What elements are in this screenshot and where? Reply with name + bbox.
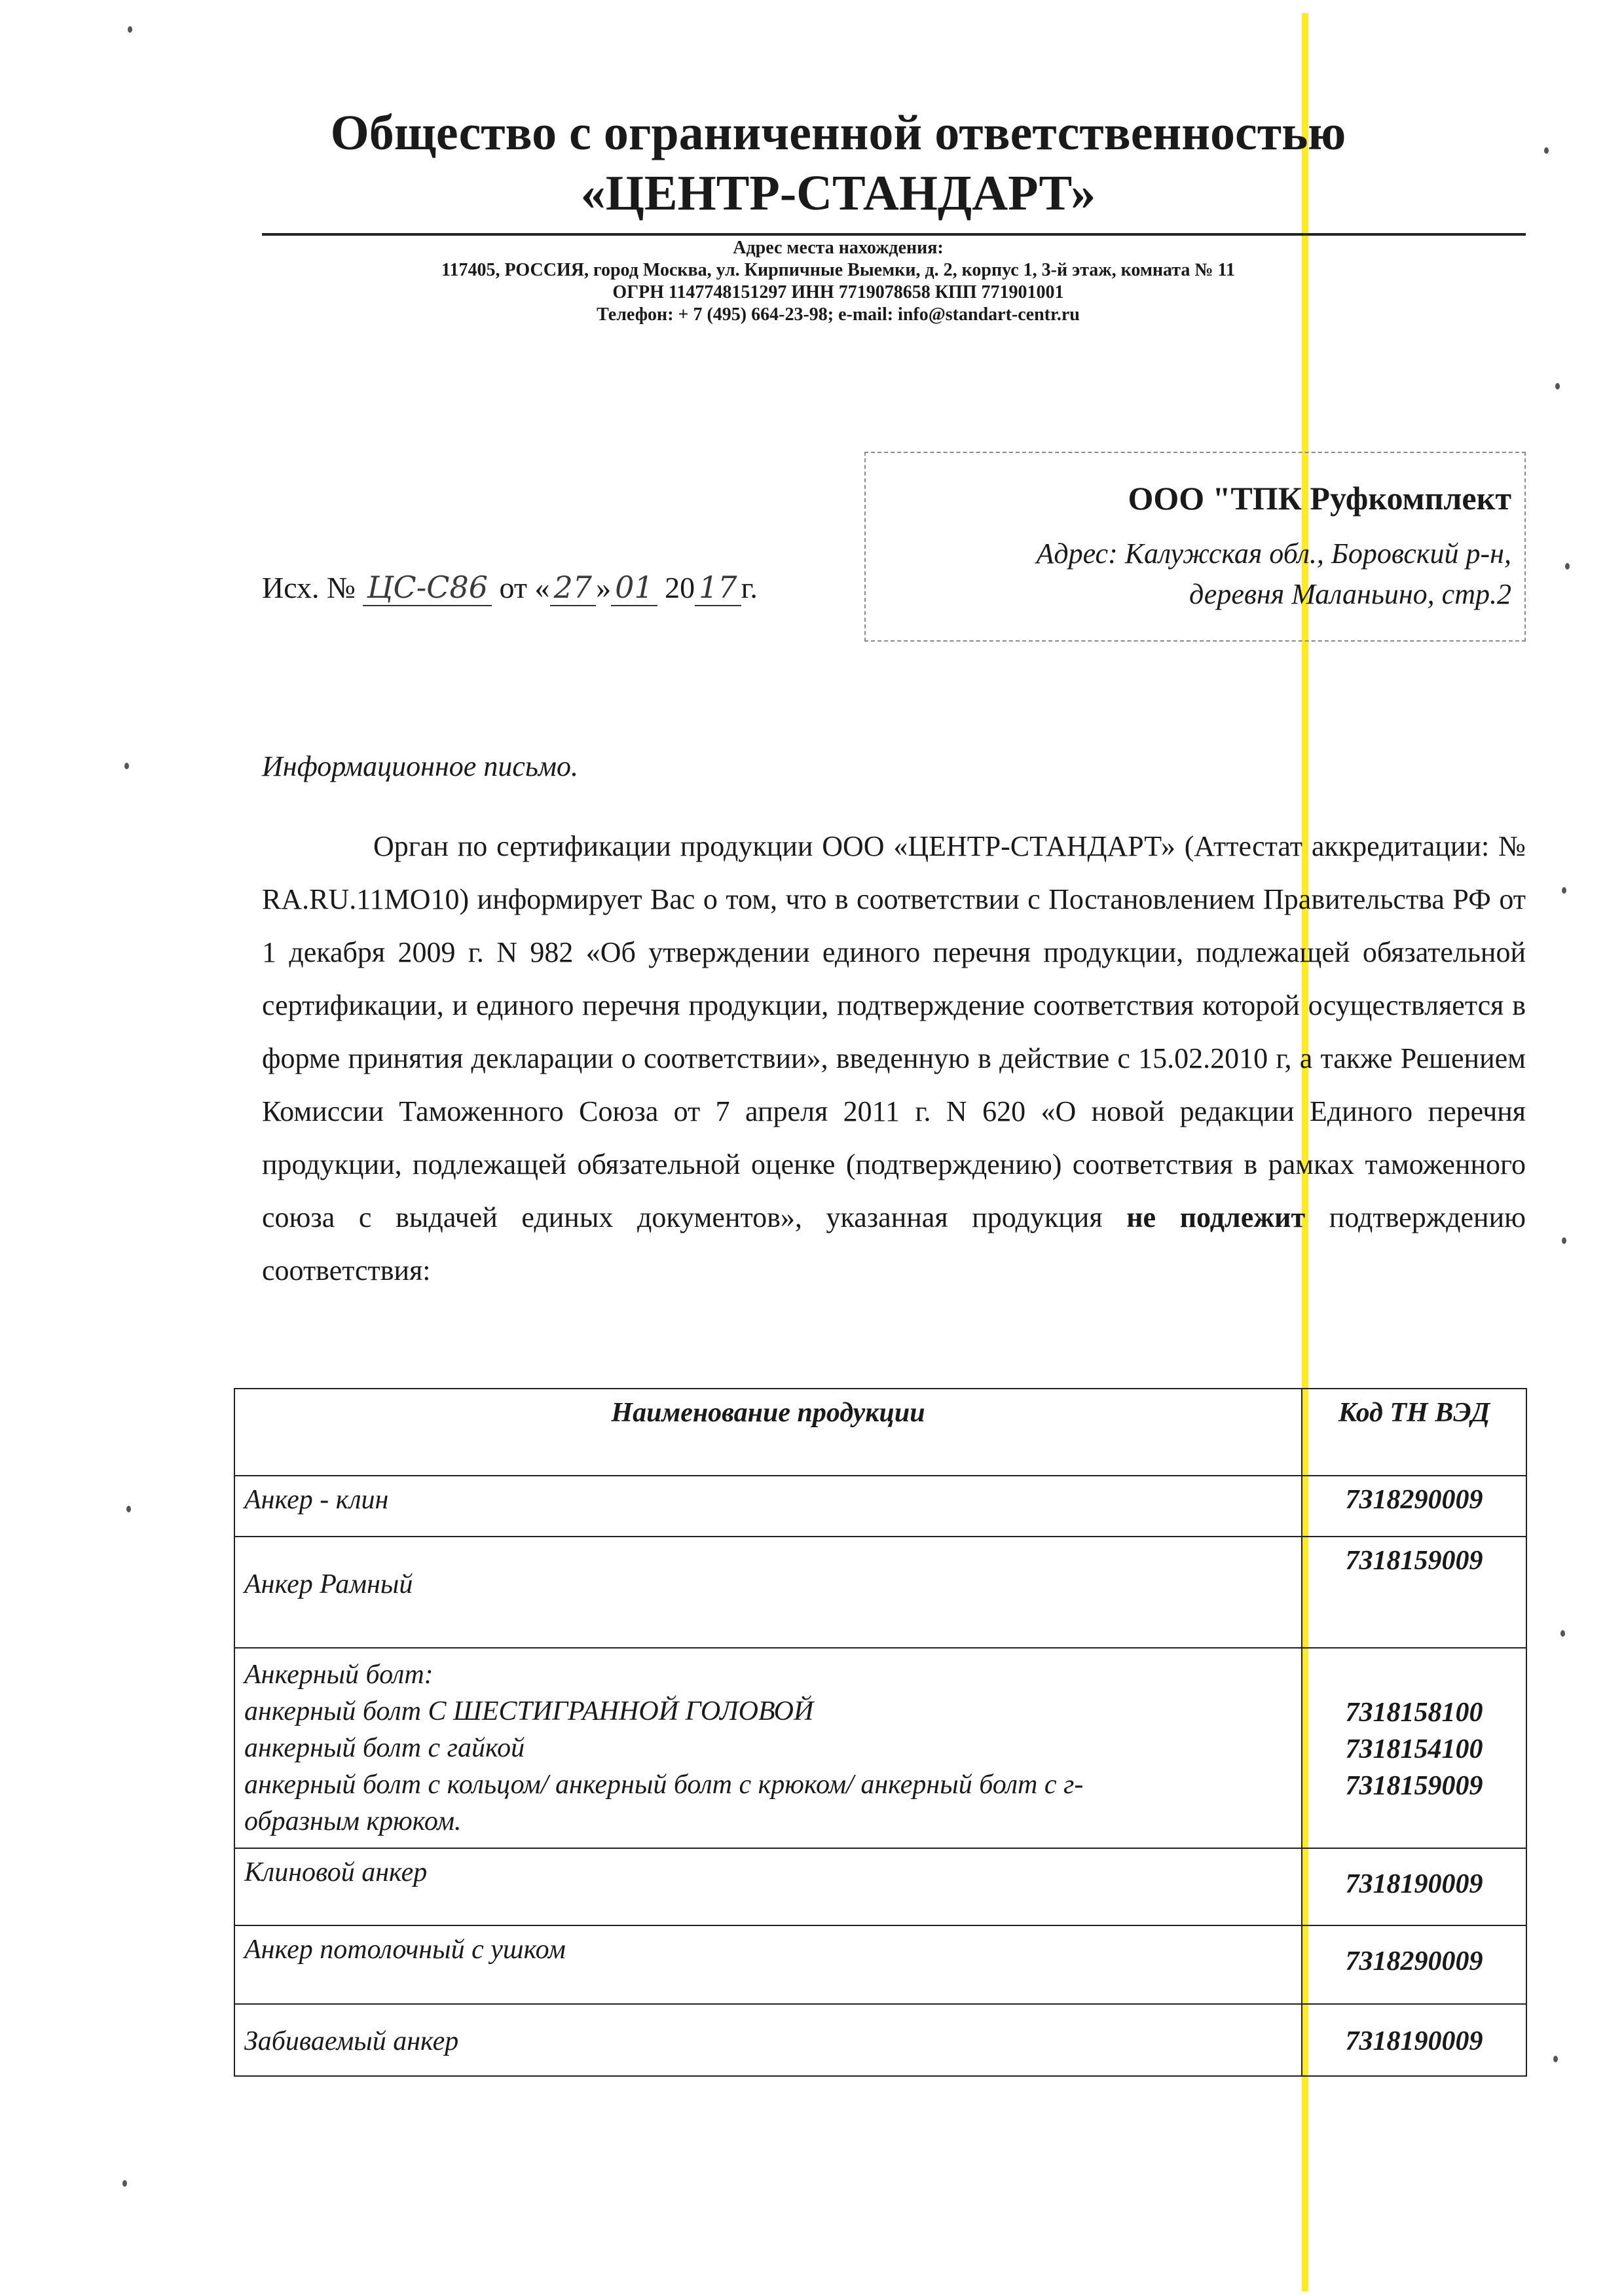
reference-suffix: г. bbox=[741, 571, 758, 604]
scan-speck bbox=[126, 1506, 131, 1512]
product-name-line: анкерный болт с гайкой bbox=[244, 1733, 525, 1763]
org-name-line1: Общество с ограниченной ответственностью bbox=[330, 105, 1346, 160]
table-row bbox=[234, 1925, 1526, 2004]
scan-speck bbox=[122, 2180, 127, 2187]
body-main-text: Орган по сертификации продукции ООО «ЦЕНТР-СТАНДАРТ» (Аттестат аккредитации: № RA.RU.11МО10) информирует Вас о том, что в соответствии с Постановлением Правительства РФ от 1 декабря 2009 г. N 982 «Об утверждении единого перечня продукции, подлежащей обязательной сертификации, и единого перечня продукции, подтверждение соответствия которой осуществляется в форме принятия декларации о соответствии», введенную в действие с 15.02.2010 г, а также Решением Комиссии Таможенного Союза от 7 апреля 2011 г. N 620 «О новой редакции Единого перечня продукции, подлежащей обязательной оценке (подтверждению) соответствия в рамках таможенного союза с выдачей единых документов», указанная продукция bbox=[262, 830, 1526, 1233]
recipient-address-line1: Адрес: Калужская обл., Боровский р-н, bbox=[1036, 538, 1511, 570]
reference-year: 17 bbox=[695, 570, 741, 606]
body-closing-text: подтверждению соответствия: bbox=[262, 1201, 1526, 1286]
scan-speck bbox=[1544, 147, 1549, 154]
table-row bbox=[234, 1537, 1526, 1648]
scan-speck bbox=[1560, 1630, 1565, 1637]
product-code: 7318290009 bbox=[1302, 1925, 1526, 2004]
outgoing-reference bbox=[262, 570, 758, 606]
product-name: Забиваемый анкер bbox=[234, 2004, 1302, 2076]
scan-speck bbox=[124, 763, 129, 769]
product-name: Анкер - клин bbox=[234, 1476, 1302, 1537]
product-code: 7318154100 bbox=[1345, 1734, 1483, 1764]
reference-number: ЦС-С86 bbox=[363, 570, 492, 606]
product-code: 7318190009 bbox=[1302, 2004, 1526, 2076]
product-name: Анкер Рамный bbox=[234, 1537, 1302, 1648]
address-label: Адрес места нахождения: bbox=[733, 238, 944, 258]
reference-year-prefix: 20 bbox=[665, 571, 695, 604]
address-text: 117405, РОССИЯ, город Москва, ул. Кирпичные Выемки, д. 2, корпус 1, 3-й этаж, комната № 11 bbox=[441, 260, 1235, 280]
scan-speck bbox=[1553, 2056, 1558, 2062]
product-name-line: анкерный болт С ШЕСТИГРАННОЙ ГОЛОВОЙ bbox=[244, 1696, 814, 1726]
product-name-line: анкерный болт с кольцом/ анкерный болт с крюком/ анкерный болт с г- bbox=[244, 1770, 1084, 1800]
contact-info: Телефон: + 7 (495) 664-23-98; e-mail: info@standart-centr.ru bbox=[597, 304, 1080, 325]
table-row bbox=[234, 1848, 1526, 1925]
product-code: 7318190009 bbox=[1302, 1848, 1526, 1925]
header-product-name: Наименование продукции bbox=[234, 1389, 1302, 1476]
recipient-address-line2: деревня Маланьино, стр.2 bbox=[1189, 578, 1511, 610]
table-header-row bbox=[234, 1389, 1526, 1476]
scan-speck bbox=[1565, 563, 1570, 570]
reference-prefix: Исх. № bbox=[262, 571, 356, 604]
table-row bbox=[234, 1648, 1526, 1848]
product-code-group bbox=[1302, 1648, 1526, 1848]
org-name-line2: «ЦЕНТР-СТАНДАРТ» bbox=[580, 166, 1096, 221]
product-code: 7318158100 bbox=[1345, 1698, 1483, 1728]
product-code: 7318290009 bbox=[1302, 1476, 1526, 1537]
header-code: Код ТН ВЭД bbox=[1302, 1389, 1526, 1476]
reference-month: 01 bbox=[611, 570, 657, 606]
registration-numbers: ОГРН 1147748151297 ИНН 7719078658 КПП 771901001 bbox=[612, 282, 1064, 302]
product-code: 7318159009 bbox=[1302, 1537, 1526, 1648]
product-name-line: образным крюком. bbox=[244, 1806, 462, 1836]
scan-speck bbox=[128, 26, 132, 33]
table-row bbox=[234, 1476, 1526, 1537]
recipient-box bbox=[864, 452, 1526, 642]
scan-speck bbox=[1555, 383, 1560, 390]
letter-body bbox=[262, 820, 1526, 1297]
product-name-group bbox=[234, 1648, 1302, 1848]
scan-speck bbox=[1562, 887, 1566, 894]
product-code: 7318159009 bbox=[1345, 1771, 1483, 1801]
header-rule bbox=[262, 233, 1526, 236]
product-name: Клиновой анкер bbox=[234, 1848, 1302, 1925]
reference-from-label: от « bbox=[499, 571, 550, 604]
product-name-line: Анкерный болт: bbox=[244, 1660, 434, 1690]
product-table bbox=[234, 1388, 1527, 2077]
reference-day: 27 bbox=[550, 570, 597, 606]
table-row bbox=[234, 2004, 1526, 2076]
letter-heading: Информационное письмо. bbox=[262, 750, 578, 782]
body-bold-text: не подлежит bbox=[1126, 1201, 1306, 1233]
letterhead-details bbox=[249, 237, 1428, 326]
recipient-name: ООО "ТПК Руфкомплект bbox=[1128, 480, 1511, 517]
scan-speck bbox=[1562, 1237, 1566, 1244]
reference-mid: » bbox=[596, 571, 612, 604]
product-name: Анкер потолочный с ушком bbox=[234, 1925, 1302, 2004]
